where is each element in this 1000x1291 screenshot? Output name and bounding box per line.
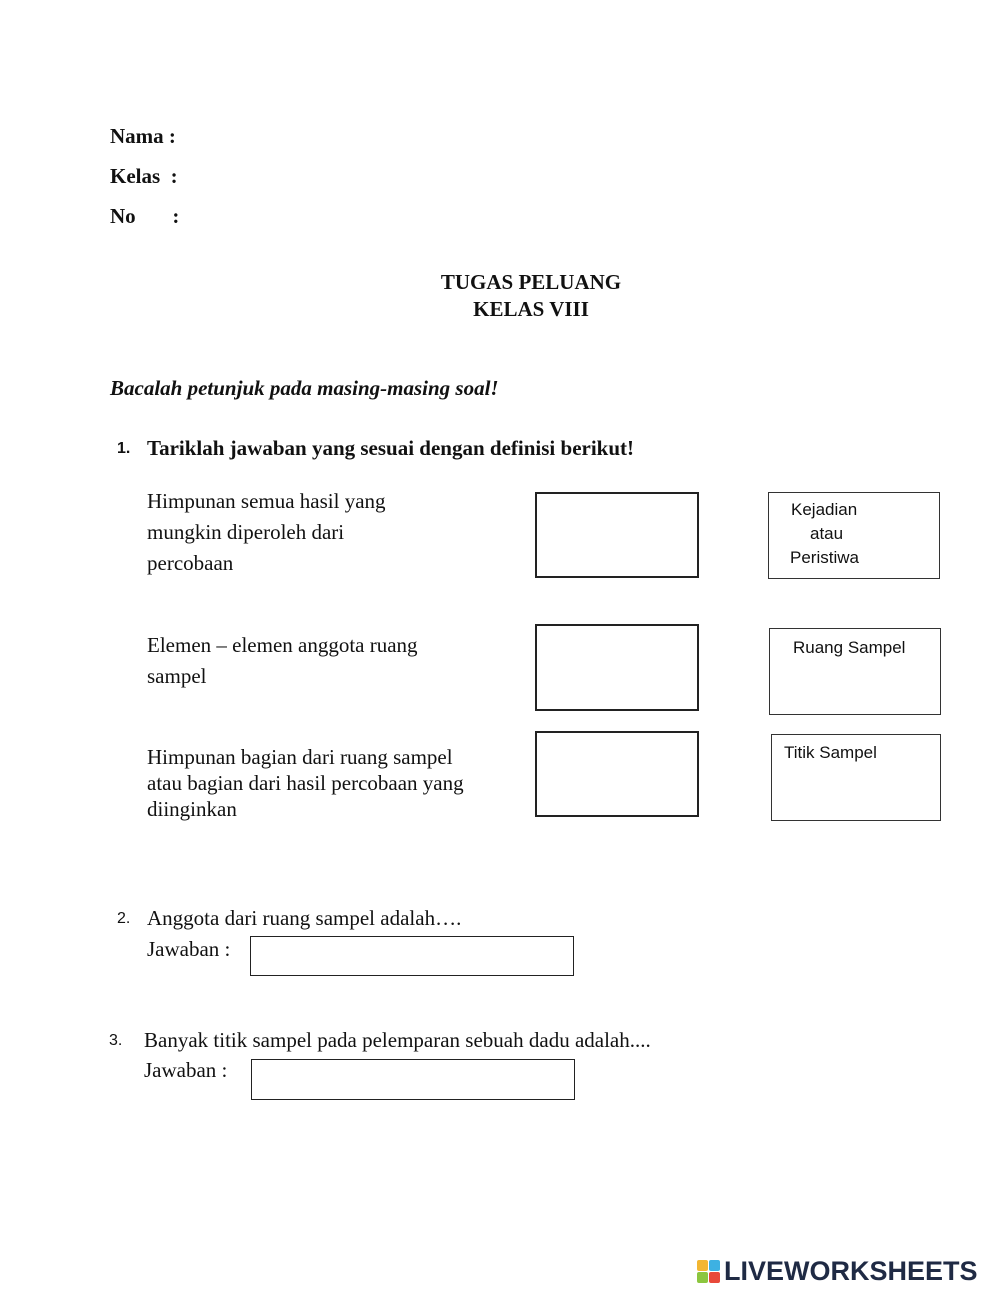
question-2-number: 2.: [117, 910, 131, 927]
question-3-text: Banyak titik sampel pada pelemparan sebuah dadu adalah....: [144, 1028, 651, 1052]
worksheet-subtitle: KELAS VIII: [473, 297, 589, 321]
number-label: No :: [110, 204, 180, 228]
definition-2-line: Elemen – elemen anggota ruang: [147, 633, 418, 657]
question-2-answer-input[interactable]: [250, 936, 574, 976]
worksheet-title: TUGAS PELUANG: [440, 270, 622, 294]
name-label: Nama :: [110, 124, 176, 148]
definition-3: [147, 744, 464, 822]
option-kejadian-line: Kejadian: [791, 500, 858, 519]
liveworksheets-logo-text: LIVEWORKSHEETS: [724, 1255, 978, 1286]
option-kejadian[interactable]: [768, 492, 940, 579]
class-label: Kelas :: [110, 164, 178, 188]
question-3-number: 3.: [109, 1032, 123, 1049]
match-target-box-3[interactable]: [535, 731, 699, 817]
match-target-box-1[interactable]: [535, 492, 699, 578]
question-2-answer-label: Jawaban :: [147, 937, 231, 961]
definition-3-line: diinginkan: [147, 797, 237, 821]
option-kejadian-line: Peristiwa: [790, 548, 859, 567]
definition-2: [147, 630, 418, 692]
logo-square-green: [697, 1272, 708, 1283]
question-1-text: Tariklah jawaban yang sesuai dengan definisi berikut!: [147, 436, 635, 460]
definition-1: [147, 486, 386, 579]
question-1-number: 1.: [117, 440, 131, 457]
option-titik-sampel-label: Titik Sampel: [784, 743, 877, 762]
match-target-box-2[interactable]: [535, 624, 699, 711]
definition-3-line: Himpunan bagian dari ruang sampel: [147, 745, 453, 769]
definition-1-line: percobaan: [147, 551, 234, 575]
option-titik-sampel[interactable]: [771, 734, 941, 821]
definition-1-line: mungkin diperoleh dari: [147, 520, 345, 544]
question-3-answer-input[interactable]: [251, 1059, 575, 1100]
definition-1-line: Himpunan semua hasil yang: [147, 489, 386, 513]
instruction-text: Bacalah petunjuk pada masing-masing soal!: [110, 376, 499, 400]
option-ruang-sampel[interactable]: [769, 628, 941, 715]
definition-2-line: sampel: [147, 664, 207, 688]
question-2-text: Anggota dari ruang sampel adalah….: [147, 906, 462, 930]
question-3-answer-label: Jawaban :: [144, 1058, 228, 1082]
definition-3-line: atau bagian dari hasil percobaan yang: [147, 771, 464, 795]
logo-square-red: [709, 1272, 720, 1283]
option-kejadian-line: atau: [810, 524, 844, 543]
logo-square-yellow: [697, 1260, 708, 1271]
liveworksheets-logo: [697, 1255, 978, 1287]
logo-square-blue: [709, 1260, 720, 1271]
liveworksheets-logo-icon: [697, 1260, 720, 1283]
option-ruang-sampel-label: Ruang Sampel: [793, 638, 906, 657]
